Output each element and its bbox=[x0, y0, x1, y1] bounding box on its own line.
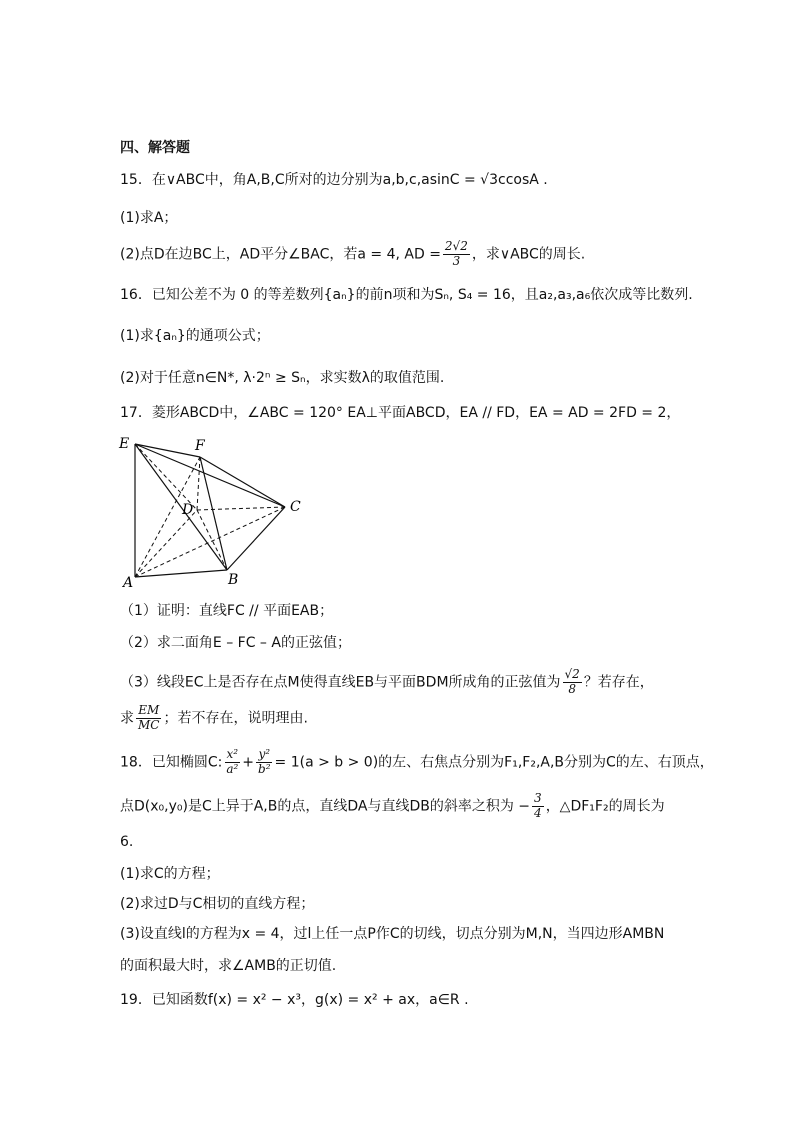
q17-p3-fraction: $\frac{√2}{8}$ bbox=[564, 667, 580, 696]
question-18-part-2: (2)求过D与C相切的直线方程； bbox=[120, 896, 315, 912]
edge-FC bbox=[200, 457, 285, 507]
edge-ED bbox=[135, 444, 197, 510]
label-F: F bbox=[195, 438, 205, 454]
question-17-part-3 bbox=[120, 668, 654, 697]
q17-p3b-text: 求 bbox=[120, 710, 134, 727]
label-A: A bbox=[123, 575, 134, 591]
q15-p2-text: (2)点D在边BC上，AD平分∠BAC，若a = 4, AD = bbox=[120, 246, 441, 263]
question-18-part-1: (1)求C的方程； bbox=[120, 866, 220, 882]
edge-DB bbox=[197, 510, 227, 570]
question-16-part-1: (1)求{aₙ}的通项公式； bbox=[120, 328, 270, 344]
question-18-line-2 bbox=[120, 792, 665, 821]
q18-fraction-y: $\frac{\text{y²}}{\text{b²}}$ bbox=[258, 747, 271, 776]
q17-p3-text: （3）线段EC上是否存在点M使得直线EB与平面BDM所成角的正弦值为 bbox=[120, 674, 561, 691]
edge-DC bbox=[197, 507, 285, 510]
question-18-stem bbox=[120, 748, 714, 777]
question-18-part-3: (3)设直线l的方程为x = 4，过l上任一点P作C的切线，切点分别为M,N，当四边形AMBN bbox=[120, 926, 665, 942]
question-17-stem: 17．菱形ABCD中，∠ABC = 120° EA⊥平面ABCD，EA // FD，EA = AD = 2FD = 2， bbox=[120, 405, 681, 421]
question-16-stem: 16．已知公差不为 0 的等差数列{aₙ}的前n项和为Sₙ, S₄ = 16，且a₂,a₃,a₆依次成等比数列. bbox=[120, 287, 693, 303]
q17-p3-tail: ？若存在， bbox=[583, 674, 654, 691]
q18-line2-text: 点D(x₀,y₀)是C上异于A,B的点，直线DA与直线DB的斜率之积为 − bbox=[120, 798, 531, 815]
question-19-stem: 19．已知函数f(x) = x² − x³，g(x) = x² + ax，a∈R . bbox=[120, 992, 469, 1008]
q15-fraction: $\frac{2√2}{3}$ bbox=[444, 239, 468, 268]
question-17-part-2: （2）求二面角E – FC – A的正弦值； bbox=[120, 635, 351, 651]
q18-line2-tail: ，△DF₁F₂的周长为 bbox=[545, 798, 665, 815]
q18-stem-tail: = 1(a > b > 0)的左、右焦点分别为F₁,F₂,A,B分别为C的左、右顶点， bbox=[274, 754, 714, 771]
q18-stem-text: 18．已知椭圆C: bbox=[120, 754, 223, 771]
q18-fraction-x: $\frac{\text{x²}}{\text{a²}}$ bbox=[226, 747, 239, 776]
q17-p3b-fraction: $\frac{EM}{MC}$ bbox=[138, 703, 160, 732]
section-title: 四、解答题 bbox=[120, 140, 190, 156]
question-15-part-1: (1)求A； bbox=[120, 210, 178, 226]
question-15-part-2 bbox=[120, 240, 585, 269]
geometry-figure bbox=[115, 432, 315, 592]
label-B: B bbox=[228, 572, 239, 588]
q15-p2-tail: ，求∨ABC的周长. bbox=[471, 246, 586, 263]
question-17-part-1: （1）证明：直线FC // 平面EAB； bbox=[120, 603, 334, 619]
edge-FD bbox=[197, 457, 200, 510]
label-E: E bbox=[119, 436, 130, 452]
question-18-line-3: 6. bbox=[120, 834, 134, 850]
label-C: C bbox=[290, 499, 301, 515]
edge-AC bbox=[135, 507, 285, 577]
q18-line2-fraction: $\frac{3}{4}$ bbox=[534, 791, 542, 820]
question-18-part-3-continued: 的面积最大时，求∠AMB的正切值. bbox=[120, 958, 337, 974]
label-D: D bbox=[182, 502, 194, 518]
question-16-part-2: (2)对于任意n∈N*, λ·2ⁿ ≥ Sₙ，求实数λ的取值范围. bbox=[120, 370, 445, 386]
question-17-part-3-continued bbox=[120, 704, 308, 733]
q18-plus: + bbox=[242, 754, 255, 771]
edge-FB bbox=[200, 457, 227, 570]
q17-p3b-tail: ；若不存在，说明理由. bbox=[163, 710, 308, 727]
question-15-stem: 15．在∨ABC中，角A,B,C所对的边分别为a,b,c,asinC = √3ccosA . bbox=[120, 172, 548, 188]
edge-BC bbox=[227, 507, 285, 570]
